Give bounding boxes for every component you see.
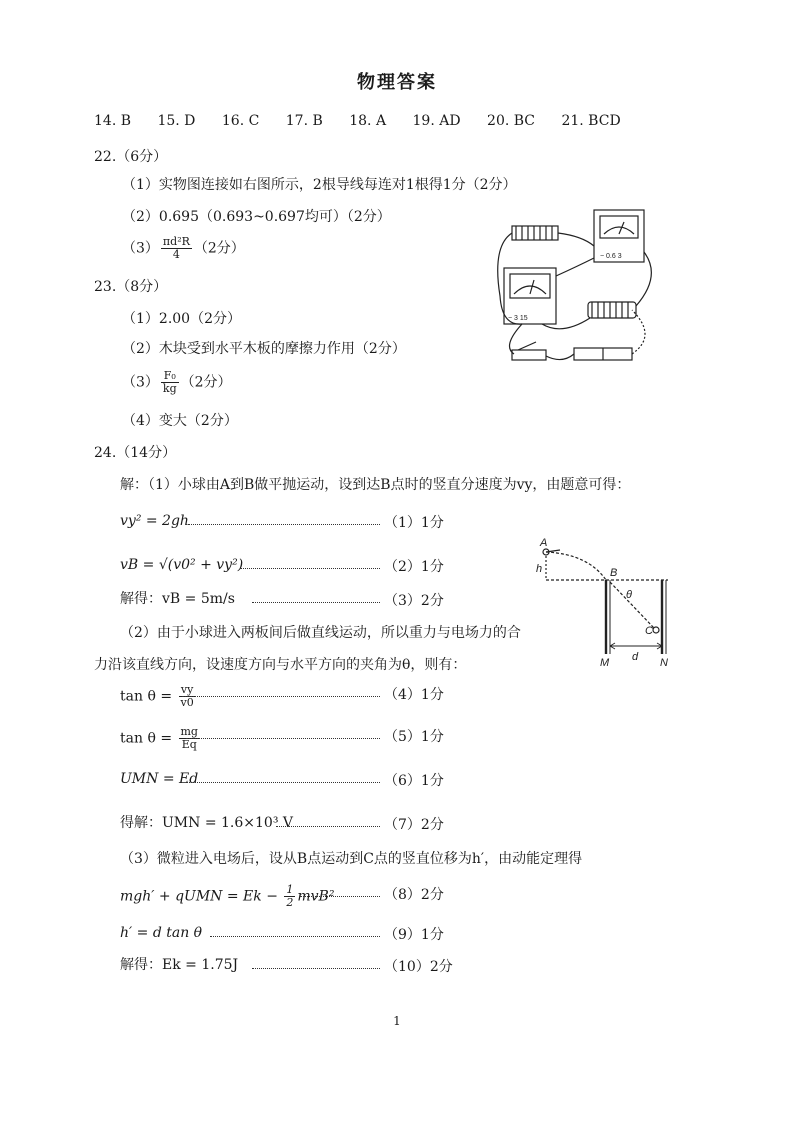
q24-eq-10: 解得：Ek = 1.75J xyxy=(120,957,239,973)
dot-leader xyxy=(300,896,380,897)
mc-answer-16: 16. C xyxy=(221,113,260,129)
q24-score-7: （7）2分 xyxy=(384,817,444,833)
dot-leader xyxy=(188,524,380,525)
q24-score-5: （5）1分 xyxy=(384,729,444,745)
mc-answer-21: 21. BCD xyxy=(561,113,621,129)
dot-leader xyxy=(182,696,380,697)
q24-header: 24.（14分） xyxy=(94,445,177,461)
q24-eq-4: tan θ = $\frac{vy}{v0}$ xyxy=(120,683,194,709)
dot-leader xyxy=(252,602,380,603)
q24-score-2: （2）1分 xyxy=(384,559,444,575)
label-theta: θ xyxy=(626,589,632,601)
label-c: C xyxy=(645,625,653,637)
switch xyxy=(512,350,546,360)
ammeter-scale: − 0.6 3 xyxy=(600,253,622,260)
q24-score-1: （1）1分 xyxy=(384,515,444,531)
q24-part3-intro: （3）微粒进入电场后，设从B点运动到C点的竖直位移为h′，由动能定理得 xyxy=(120,851,583,867)
q24-score-9: （9）1分 xyxy=(384,927,444,943)
circuit-diagram xyxy=(482,206,672,374)
q24-eq-5: tan θ = $\frac{mg}{Eq}$ xyxy=(120,725,198,751)
q24-score-10: （10）2分 xyxy=(384,959,453,975)
dot-leader xyxy=(252,968,380,969)
mc-answer-17: 17. B xyxy=(285,113,323,129)
label-a: A xyxy=(540,537,548,549)
q23-fraction: $\frac{\text{F₀}}{kg}$ xyxy=(162,369,177,395)
q24-score-3: （3）2分 xyxy=(384,593,444,609)
page-title: 物理答案 xyxy=(357,72,437,93)
label-n: N xyxy=(660,657,668,668)
label-b: B xyxy=(610,567,618,579)
resistor-coil xyxy=(512,226,558,240)
q23-line-1: （1）2.00（2分） xyxy=(122,311,241,327)
mc-answer-19: 19. AD xyxy=(412,113,461,129)
q24-score-4: （4）1分 xyxy=(384,687,444,703)
q24-eq-9: h′ = d tan θ xyxy=(120,925,203,941)
mc-answer-14: 14. B xyxy=(94,113,132,129)
dot-leader xyxy=(210,936,380,937)
q22-header: 22.（6分） xyxy=(94,149,168,165)
q24-eq-3: 解得：vB = 5m/s xyxy=(120,591,235,607)
q24-eq-2: vB = √(v0² + vy²) xyxy=(120,557,244,573)
q23-line-4: （4）变大（2分） xyxy=(122,413,238,429)
q24-eq-7: 得解：UMN = 1.6×10³ V xyxy=(120,815,293,831)
q22-fraction: $\frac{\text{πd²R}}{4}$ xyxy=(162,235,190,261)
dot-leader xyxy=(276,826,380,827)
q24-part1-intro: 解：（1）小球由A到B做平抛运动，设到达B点时的竖直分速度为vy，由题意可得： xyxy=(120,477,631,493)
q22-line-2: （2）0.695（0.693~0.697均可）（2分） xyxy=(122,209,391,225)
mc-answer-20: 20. BC xyxy=(487,113,536,129)
q24-eq-1: vy² = 2gh xyxy=(120,513,189,529)
rheostat xyxy=(588,302,636,318)
dot-leader xyxy=(240,568,380,569)
q22-line-3: （3） $\frac{\text{πd²R}}{4}$ （2分） xyxy=(122,235,245,261)
page-number: 1 xyxy=(393,1014,401,1028)
dot-leader xyxy=(186,738,380,739)
voltmeter-scale: − 3 15 xyxy=(508,315,528,322)
multiple-choice-answers xyxy=(94,112,643,130)
label-h: h xyxy=(536,563,543,575)
q22-line-1: （1）实物图连接如右图所示，2根导线每连对1根得1分（2分） xyxy=(122,177,517,193)
q23-line-3: （3） $\frac{\text{F₀}}{kg}$ （2分） xyxy=(122,369,232,395)
q24-score-8: （8）2分 xyxy=(384,887,444,903)
projectile-figure xyxy=(530,536,680,668)
label-m: M xyxy=(600,657,610,668)
q24-part2-line-b: 力沿该直线方向，设速度方向与水平方向的夹角为θ，则有： xyxy=(94,657,467,673)
mc-answer-18: 18. A xyxy=(349,113,387,129)
q23-header: 23.（8分） xyxy=(94,279,168,295)
q24-score-6: （6）1分 xyxy=(384,773,444,789)
q24-eq-8: mgh′ + qUMN = Ek − $\frac{1}{2}$ mvB² xyxy=(120,883,335,909)
label-d: d xyxy=(632,651,639,663)
mc-answer-15: 15. D xyxy=(157,113,196,129)
q23-line-2: （2）木块受到水平木板的摩擦力作用（2分） xyxy=(122,341,406,357)
q24-part2-line-a: （2）由于小球进入两板间后做直线运动，所以重力与电场力的合 xyxy=(120,625,521,641)
point-c-marker xyxy=(653,627,659,633)
dot-leader xyxy=(186,782,380,783)
q24-eq-6: UMN = Ed xyxy=(120,771,199,787)
